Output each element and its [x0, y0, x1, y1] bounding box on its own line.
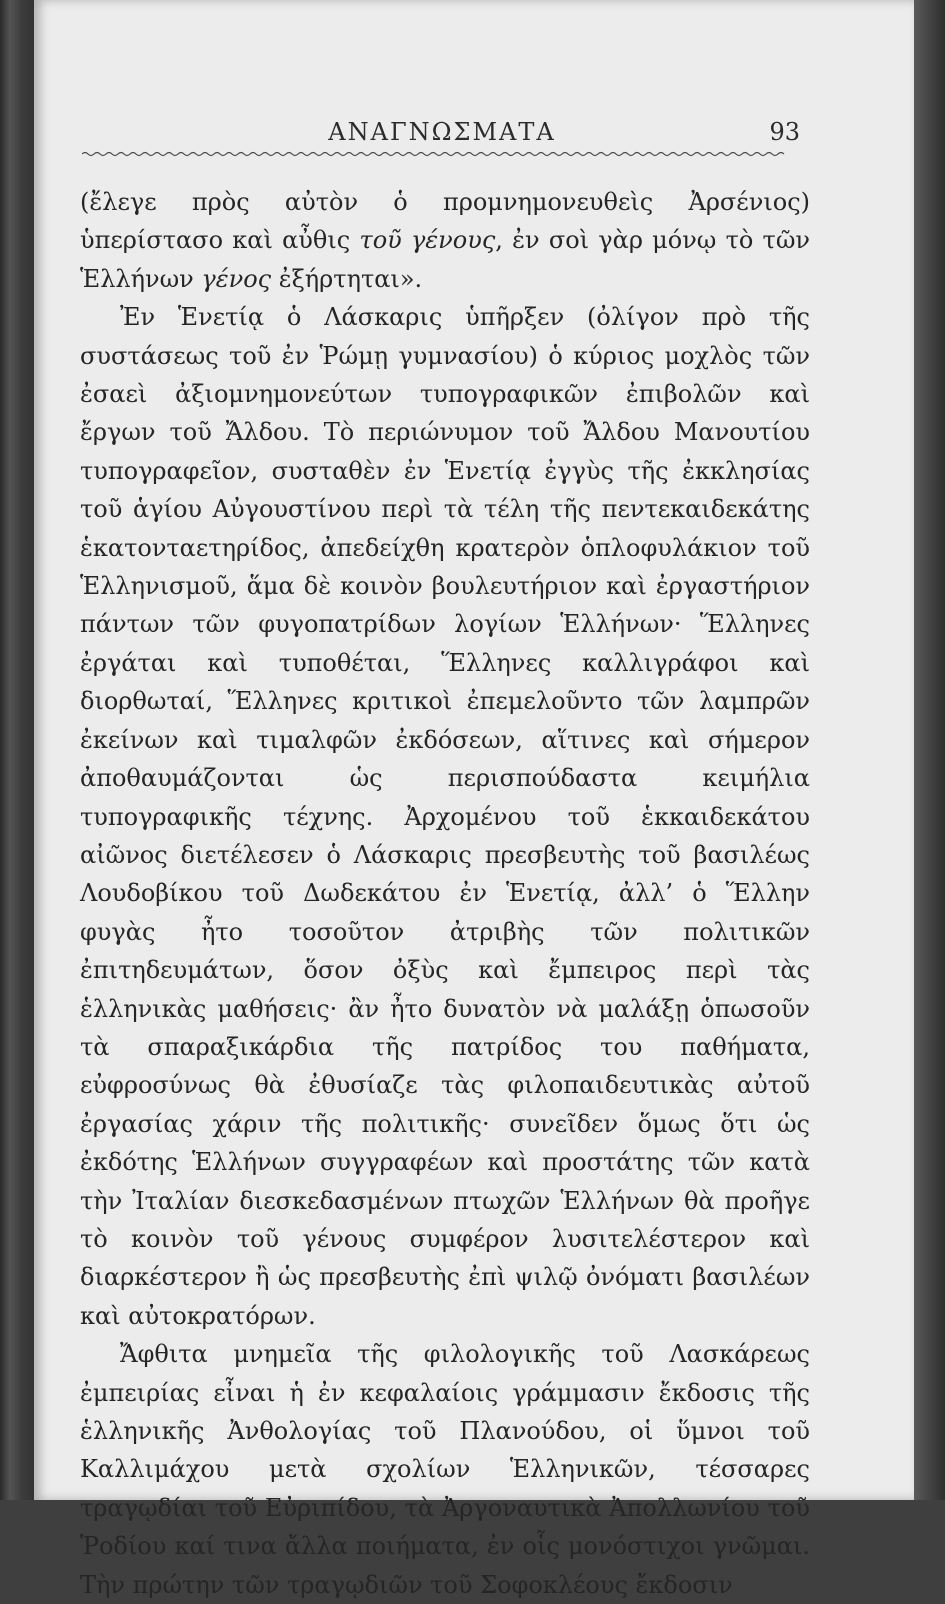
- text-segment: Ἐν Ἑνετίᾳ ὁ Λάσκαρις ὑπῆρξεν (ὀλίγον πρὸ τῆς συστάσεως τοῦ ἐν Ῥώμῃ γυμνασίου) ὁ κύριος μοχλὸς τῶν ἐσαεὶ ἀξιομνημονεύτων τυπογραφικῶν ἐπιβολῶν καὶ ἔργων τοῦ Ἄλδου. Τὸ περιώνυμον τοῦ Ἄλδου Μανουτίου τυπογραφεῖον, συσταθὲν ἐν Ἑνετίᾳ ἐγγὺς τῆς ἐκκλησίας τοῦ ἁγίου Αὐγουστίνου περὶ τὰ τέλη τῆς πεντεκαιδεκάτης ἑκατονταετηρίδος, ἀπεδείχθη κρατερὸν ὁπλοφυλάκιον τοῦ Ἑλληνισμοῦ, ἅμα δὲ κοινὸν βουλευτήριον καὶ ἐργαστήριον πάντων τῶν φυγοπατρίδων λογίων Ἑλλήνων· Ἕλληνες ἐργάται καὶ τυποθέται, Ἕλληνες καλλιγράφοι καὶ διορθωταί, Ἕλληνες κριτικοὶ ἐπεμελοῦντο τῶν λαμπρῶν ἐκείνων καὶ τιμαλφῶν ἐκδόσεων, αἵτινες καὶ σήμερον ἀποθαυμάζονται ὡς περισπούδαστα κειμήλια τυπογραφικῆς τέχνης. Ἀρχομένου τοῦ ἑκκαιδεκάτου αἰῶνος διετέλεσεν ὁ Λάσκαρις πρεσβευτὴς τοῦ βασιλέως Λουδοβίκου τοῦ Δωδεκάτου ἐν Ἑνετίᾳ, ἀλλ’ ὁ Ἕλλην φυγὰς ἦτο τοσοῦτον ἀτριβὴς τῶν πολιτικῶν ἐπιτηδευμάτων, ὅσον ὀξὺς καὶ ἔμπειρος περὶ τὰς ἑλληνικὰς μαθήσεις· ἂν ἦτο δυνατὸν νὰ μαλάξῃ ὁπωσοῦν τὰ σπαραξικάρδια τῆς πατρίδος του παθήματα, εὐφροσύνως θὰ ἐθυσίαζε τὰς φιλοπαιδευτικὰς αὐτοῦ ἐργασίας χάριν τῆς πολιτικῆς· συνεῖδεν ὅμως ὅτι ὡς ἐκδότης Ἑλλήνων συγγραφέων καὶ προστάτης τῶν κατὰ τὴν Ἰταλίαν διεσκεδασμένων πτωχῶν Ἑλλήνων θὰ προῆγε τὸ κοινὸν τοῦ γένους συμφέρον λυσιτελέστερον καὶ διαρκέστερον ἢ ὡς πρεσβευτὴς ἐπὶ ψιλῷ ὀνόματι βασιλέων καὶ αὐτοκρατόρων.: [80, 303, 810, 1330]
- body-text: [80, 183, 810, 1604]
- text-segment: ἐξήρτηται».: [271, 264, 423, 293]
- italic-segment: γένος: [201, 264, 272, 293]
- text-segment: Ἄφθιτα μνημεῖα τῆς φιλολογικῆς τοῦ Λασκάρεως ἐμπειρίας εἶναι ἡ ἐν κεφαλαίοις γράμμασιν ἔκδοσις τῆς ἑλληνικῆς Ἀνθολογίας τοῦ Πλανούδου, οἱ ὕμνοι τοῦ Καλλιμάχου μετὰ σχολίων Ἑλληνικῶν, τέσσαρες τραγῳδίαι τοῦ Εὐριπίδου, τὰ Ἀργοναυτικὰ Ἀπολλωνίου τοῦ Ῥοδίου καί τινα ἄλλα ποιήματα, ἐν οἷς μονόστιχοι γνῶμαι. Τὴν πρώτην τῶν τραγῳδιῶν τοῦ Σοφοκλέους ἔκδοσιν: [80, 1340, 810, 1599]
- paragraph-3: [80, 1335, 810, 1604]
- wavy-header-rule: [82, 150, 802, 158]
- paragraph-1: [80, 183, 810, 298]
- page-header: [82, 118, 802, 152]
- running-title: ΑΝΑΓΝΩΣΜΑΤΑ: [328, 118, 556, 146]
- text-segment: , ἐν σοὶ γὰρ μόνῳ τὸ τῶν Ἑλλήνων: [80, 226, 810, 293]
- text-segment: (ἔλεγε πρὸς αὐτὸν ὁ προμνημονευθεὶς Ἀρσένιος) ὑπερίστασο καὶ αὖθις: [80, 188, 810, 255]
- italic-segment: τοῦ γένους: [359, 226, 496, 255]
- paragraph-2: [80, 298, 810, 1335]
- page-number: 93: [769, 118, 800, 146]
- page-right-edge: [914, 0, 945, 1500]
